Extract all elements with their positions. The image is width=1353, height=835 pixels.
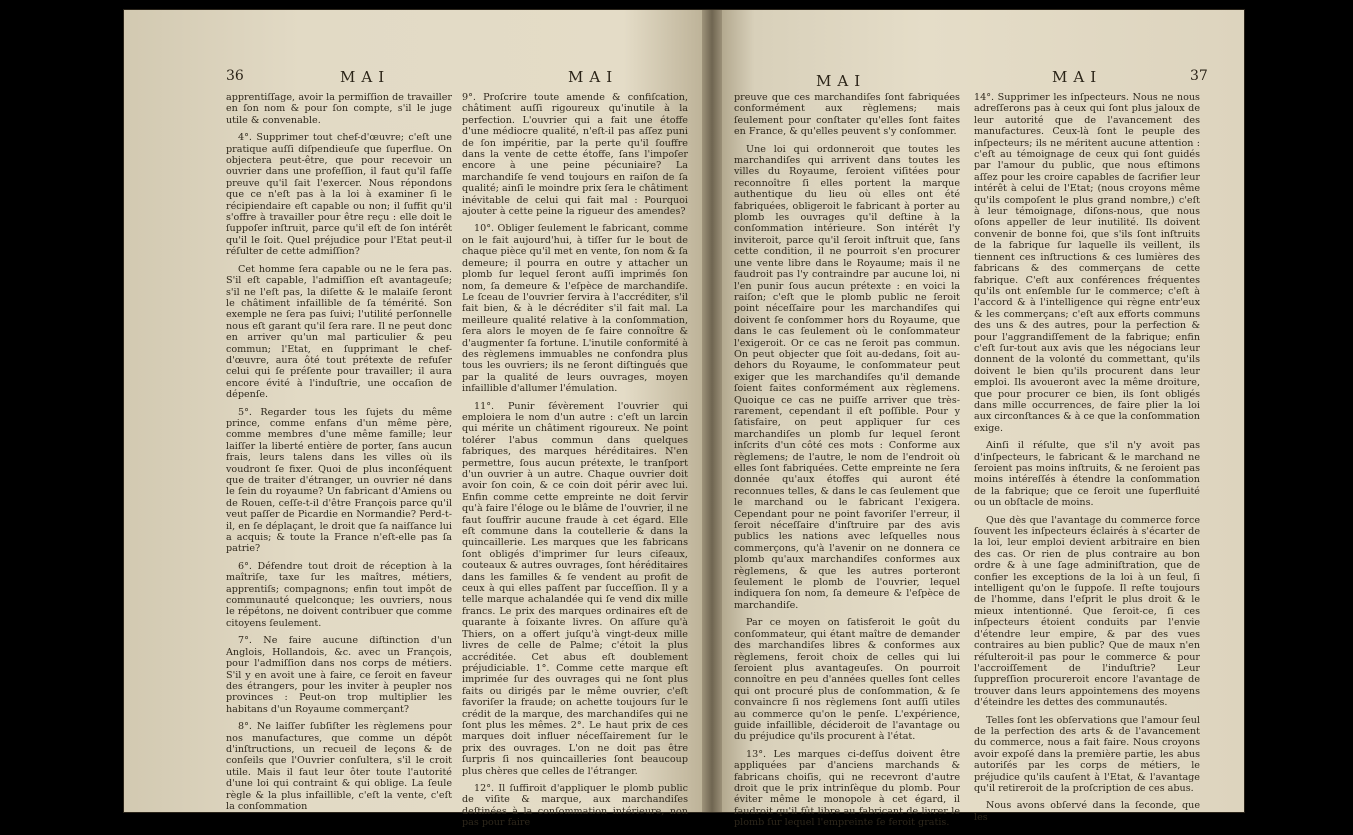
paragraph: Par ce moyen on ſatisferoit le goût du conſommateur, qui étant maître de demander des marchandiſes libres & conformes aux règlemens, feroit choix de celles qui lui ſeroient plus avantageuſes. On pourroit connoître en peu d'années quelles ſont celles qui ont procuré plus de conſommation, & ſe convaincre ſi nos règlemens ſont auſſi utiles au commerce qu'on le penſe. L'expérience, guide infaillible, décideroit de l'avantage ou du préjudice qu'ils procurent à l'état.	[734, 617, 960, 743]
left-page	[124, 10, 712, 829]
right-page-column-2	[974, 92, 1200, 829]
paragraph: Ainſi il réſulte, que s'il n'y avoit pas d'inſpecteurs, le fabricant & le marchand ne ſeroient pas moins inſtruits, & ne ſeroient pas moins intéreſſés à étendre la conſommation de la fabrique; que ce ſeroit une ſuperfluité ou un obſtacle de moins.	[974, 440, 1200, 509]
paragraph: 8°. Ne laiſſer ſubſiſter les règlemens pour nos manufactures, que comme un dépôt d'inſtructions, un recueil de leçons & de conſeils que l'Ouvrier conſultera, s'il le croit utile. Mais il faut leur ôter toute l'autorité d'une loi qui contraint & qui oblige. La ſeule règle & la plus infaillible, c'eſt la vente, c'eſt la conſommation	[226, 721, 452, 812]
paragraph: 14°. Supprimer les inſpecteurs. Nous ne nous adreſſerons pas à ceux qui ſont plus jaloux de leur autorité que de l'avancement des manufactures. Ceux-là ſont le peuple des inſpecteurs; ils ne méritent aucune attention : c'eſt au témoignage de ceux qui ſont guidés par l'amour du public, que nous eſtimons aſſez pour les croire capables de ſacrifier leur intérêt à celui de l'Etat; (nous croyons même qu'ils compoſent le plus grand nombre,) c'eſt à leur témoignage, diſons-nous, que nous oſons appeller de leur inutilité. Ils doivent convenir de bonne foi, que s'ils ſont inſtruits de la fabrique ſur laquelle ils veillent, ils tiennent ces inſtructions & ces lumières des fabricans & des commerçans de cette fabrique. C'eſt aux conférences fréquentes qu'ils ont enſemble ſur le commerce; c'eſt à l'accord & à l'intelligence qui règne entr'eux & les commerçans; c'eſt aux efforts communs des uns & des autres, pour la perfection & pour l'aggrandiſſement de la fabrique; enfin c'eſt ſur-tout aux avis que les négocians leur donnent de la volonté du commettant, qu'ils doivent le bien qu'ils procurent dans leur emploi. Ils avoueront avec la même droiture, que pour procurer ce bien, ils ſont obligés dans mille occurrences, de faire plier la loi aux circonſtances & à ce que la conſommation exige.	[974, 92, 1200, 434]
paragraph: 5°. Regarder tous les ſujets du même prince, comme enfans d'un même père, comme membres d'une même famille; leur laiſſer la liberté entière de porter, ſans aucun frais, leurs talens dans les villes où ils voudront ſe fixer. Quoi de plus inconſéquent que de traiter d'étranger, un ouvrier né dans le ſein du royaume? Un fabricant d'Amiens ou de Rouen, ceſſe-t-il d'être François parce qu'il veut paſſer de Picardie en Normandie? Perd-t-il, en ſe déplaçant, le droit que ſa naiſſance lui a acquis; & toute la France n'eſt-elle pas ſa patrie?	[226, 406, 452, 555]
paragraph: 6°. Défendre tout droit de réception à la maîtriſe, taxe ſur les maîtres, métiers, apprentiſs; compagnons; enfin tout impôt de communauté quelconque; les ouvriers, nous le répétons, ne doivent contribuer que comme citoyens ſeulement.	[226, 560, 452, 629]
paragraph: apprentiſſage, avoir la permiſſion de travailler en ſon nom & pour ſon compte, s'il le juge utile & convenable.	[226, 92, 452, 126]
right-page	[712, 10, 1244, 829]
paragraph: 12°. Il ſuffiroit d'appliquer le plomb public de viſite & marque, aux marchandiſes deſtinées à la conſommation intérieure, non pas pour faire	[462, 782, 688, 829]
paragraph: 4°. Supprimer tout chef-d'œuvre; c'eſt une pratique auſſi diſpendieuſe que ſuperflue. On objectera peut-être, que pour recevoir un ouvrier dans une profeſſion, il faut qu'il faſſe preuve qu'il ſait l'exercer. Nous répondons que ce n'eſt pas à la loi à examiner ſi le récipiendaire eſt capable ou non; il ſuffit qu'il s'offre à travailler pour être reçu : elle doit le ſuppoſer inſtruit, parce qu'il eſt de ſon intérêt qu'il le ſoit. Quel préjudice pour l'Etat peut-il réſulter de cette admiſſion?	[226, 132, 452, 258]
paragraph: preuve que ces marchandiſes ſont fabriquées conformément aux règlemens; mais ſeulement pour conſtater qu'elles ſont faites en France, & qu'elles peuvent s'y conſommer.	[734, 92, 960, 138]
paragraph: Une loi qui ordonneroit que toutes les marchandiſes qui arrivent dans toutes les villes du Royaume, ſeroient viſitées pour reconnoître ſi elles portent la marque authentique du lieu où elles ont été fabriquées, obligeroit le fabricant à porter au plomb les ouvrages qu'il deſtine à la conſommation intérieure. Son intérêt l'y inviteroit, parce qu'il ſeroit inſtruit que, ſans cette condition, il ne pourroit s'en procurer une vente libre dans le Royaume; mais il ne faudroit pas l'y contraindre par aucune loi, ni l'en punir ſous aucun prétexte : en voici la raiſon; c'eſt que le plomb public ne ſeroit point néceſſaire pour les marchandiſes qui doivent ſe conſommer hors du Royaume, que dans le cas ſeulement où le conſommateur l'exigeroit. Or ce cas ne ſeroit pas commun. On peut objecter que ſoit au-dedans, ſoit au-dehors du Royaume, le conſommateur peut exiger que les marchandiſes qu'il demande ſoient faites conformément aux règlemens. Quoique ce cas ne puiſſe arriver que très-rarement, cependant il eſt poſſible. Pour y ſatisfaire, on peut appliquer ſur ces marchandiſes un plomb ſur lequel ſeront inſcrits d'un côté ces mots : Conforme aux règlemens; de l'autre, le nom de l'endroit où elles ſont fabriquées. Cette empreinte ne ſera donnée qu'aux étoffes qui auront été reconnues telles, & dans le cas ſeulement que le marchand ou le fabricant l'exigera. Cependant pour ne point favoriſer l'erreur, il ſeroit néceſſaire d'inſtruire par des avis publics les nations avec leſquelles nous commerçons, qu'à l'avenir on ne donnera ce plomb qu'aux marchandiſes conformes aux règlemens, & que les autres porteront ſeulement le plomb de l'ouvrier, lequel indiquera ſon nom, ſa demeure & l'eſpèce de marchandiſe.	[734, 143, 960, 611]
right-page-column-1	[734, 92, 960, 835]
paragraph: 13°. Les marques ci-deſſus doivent être appliquées par d'anciens marchands & fabricans choiſis, qui ne recevront d'autre droit que le prix intrinſèque du plomb. Pour éviter même le monopole à cet égard, il faudroit qu'il fût libre au fabricant de livrer le plomb ſur lequel l'empreinte ſe feroit gratis.	[734, 748, 960, 829]
running-head-right-col1: MAI	[816, 72, 867, 90]
running-head-left-col2: MAI	[568, 68, 619, 86]
paragraph: 11°. Punir ſévèrement l'ouvrier qui emploiera le nom d'un autre : c'eſt un larcin qui mérite un châtiment rigoureux. Ne point tolérer l'abus commun dans quelques fabriques, des marques héréditaires. N'en permettre, ſous aucun prétexte, le tranſport d'un ouvrier à un autre. Chaque ouvrier doit avoir ſon coin, & ce coin doit périr avec lui. Enfin comme cette empreinte ne doit ſervir qu'à faire l'éloge ou le blâme de l'ouvrier, il ne faut ſouffrir aucune fraude à cet égard. Elle eſt commune dans la coutellerie & dans la quincaillerie. Les marques que les fabricans ſont obligés d'imprimer ſur leurs ciſeaux, couteaux & autres ouvrages, ſont héréditaires dans les familles & ſe vendent au profit de ceux à qui elles paſſent par ſucceſſion. Il y a telle marque achalandée qui ſe vend dix mille francs. Le prix des marques ordinaires eſt de quarante à ſoixante livres. On aſſure qu'à Thiers, on a offert juſqu'à vingt-deux mille livres de celle de Palme; c'étoit la plus accréditée. Cet abus eſt doublement préjudiciable. 1°. Comme cette marque eſt imprimée ſur des ouvrages qui ne ſont plus faits ou dirigés par le même ouvrier, c'eſt favoriſer la fraude; on achette toujours ſur le crédit de la marque, des marchandiſes qui ne ſont plus les mêmes. 2°. Le haut prix de ces marques doit influer néceſſairement ſur le prix des ouvrages. L'on ne doit pas être ſurpris ſi nos quincailleries ſont beaucoup plus chères que celles de l'étranger.	[462, 400, 688, 777]
running-head-left-col1: MAI	[340, 68, 391, 86]
paragraph: Cet homme ſera capable ou ne le ſera pas. S'il eſt capable, l'admiſſion eſt avantageuſe; s'il ne l'eſt pas, la diſette & le malaiſe ſeront le châtiment infaillible de ſa témérité. Son exemple ne ſera pas ſuivi; l'utilité perſonnelle nous eſt garant qu'il ſera rare. Il ne peut donc en arriver qu'un mal particulier & peu commun; l'Etat, en ſupprimant le chef-d'œuvre, aura ôté tout prétexte de refuſer celui qui ſe préſente pour travailler; il aura encore évité à l'induſtrie, une occaſion de dépenſe.	[226, 263, 452, 401]
left-page-column-2	[462, 92, 688, 835]
paragraph: Que dès que l'avantage du commerce force ſouvent les inſpecteurs éclairés à s'écarter de la loi, leur emploi devient arbitraire en bien des cas. Or rien de plus contraire au bon ordre & à une ſage adminiſtration, que de confier les exceptions de la loi à un ſeul, ſi intelligent qu'on le ſuppoſe. Il reſte toujours de l'homme, dans l'eſprit le plus droit & le mieux intentionné. Que ſeroit-ce, ſi ces inſpecteurs étoient conduits par l'envie d'étendre leur empire, & par des vues contraires au bien public? Que de maux n'en réſulteroit-il pas pour le commerce & pour l'accroiſſement de l'induſtrie? Leur ſuppreſſion procureroit encore l'avantage de trouver dans leurs appointemens des moyens d'éteindre les dettes des communautés.	[974, 514, 1200, 709]
folio-right: 37	[1190, 68, 1208, 84]
running-head-right-col2: MAI	[1052, 68, 1103, 86]
paragraph: 9°. Proſcrire toute amende & confiſcation, châtiment auſſi rigoureux qu'inutile à la perfection. L'ouvrier qui a fait une étoffe d'une médiocre qualité, n'eſt-il pas aſſez puni de ſon impéritie, par la perte qu'il ſouffre dans la vente de cette étoffe, ſans l'impoſer encore à une peine pécuniaire? La marchandiſe ſe vend toujours en raiſon de ſa qualité; ainſi le moindre prix ſera le châtiment inévitable de celui qui fait mal : Pourquoi ajouter à cette peine la rigueur des amendes?	[462, 92, 688, 218]
paragraph: Telles ſont les obſervations que l'amour ſeul de la perfection des arts & de l'avancement du commerce, nous a fait faire. Nous croyons avoir expoſé dans la première partie, les abus autoriſés par les corps de métiers, le préjudice qu'ils cauſent à l'Etat, & l'avantage qu'il retireroit de la proſcription de ces abus.	[974, 714, 1200, 794]
paragraph: 10°. Obliger ſeulement le fabricant, comme on le fait aujourd'hui, à tiſſer ſur le bout de chaque pièce qu'il met en vente, ſon nom & ſa demeure; il pourra en outre y attacher un plomb ſur lequel ſeront auſſi imprimés ſon nom, ſa demeure & l'eſpèce de marchandiſe. Le ſceau de l'ouvrier ſervira à l'accréditer, s'il fait bien, & à le décréditer s'il fait mal. La meilleure qualité relative à la conſommation, ſera alors le moyen de ſe faire connoître & d'augmenter ſa fortune. L'inutile conformité à des règlemens immuables ne confondra plus tous les ouvriers; ils ne ſeront diſtingués que par la qualité de leurs ouvrages, moyen infaillible d'allumer l'émulation.	[462, 223, 688, 395]
left-page-column-1	[226, 92, 452, 818]
folio-left: 36	[226, 68, 244, 84]
book-spread	[124, 10, 1244, 829]
paragraph: Nous avons obſervé dans la ſeconde, que les	[974, 800, 1200, 823]
paragraph: 7°. Ne faire aucune diſtinction d'un Anglois, Hollandois, &c. avec un François, pour l'admiſſion dans nos corps de métiers. S'il y en avoit une à faire, ce ſeroit en faveur des étrangers, pour les inviter à peupler nos provinces : Peut-on trop multiplier les habitans d'un Royaume commerçant?	[226, 635, 452, 715]
book-gutter	[702, 10, 722, 812]
